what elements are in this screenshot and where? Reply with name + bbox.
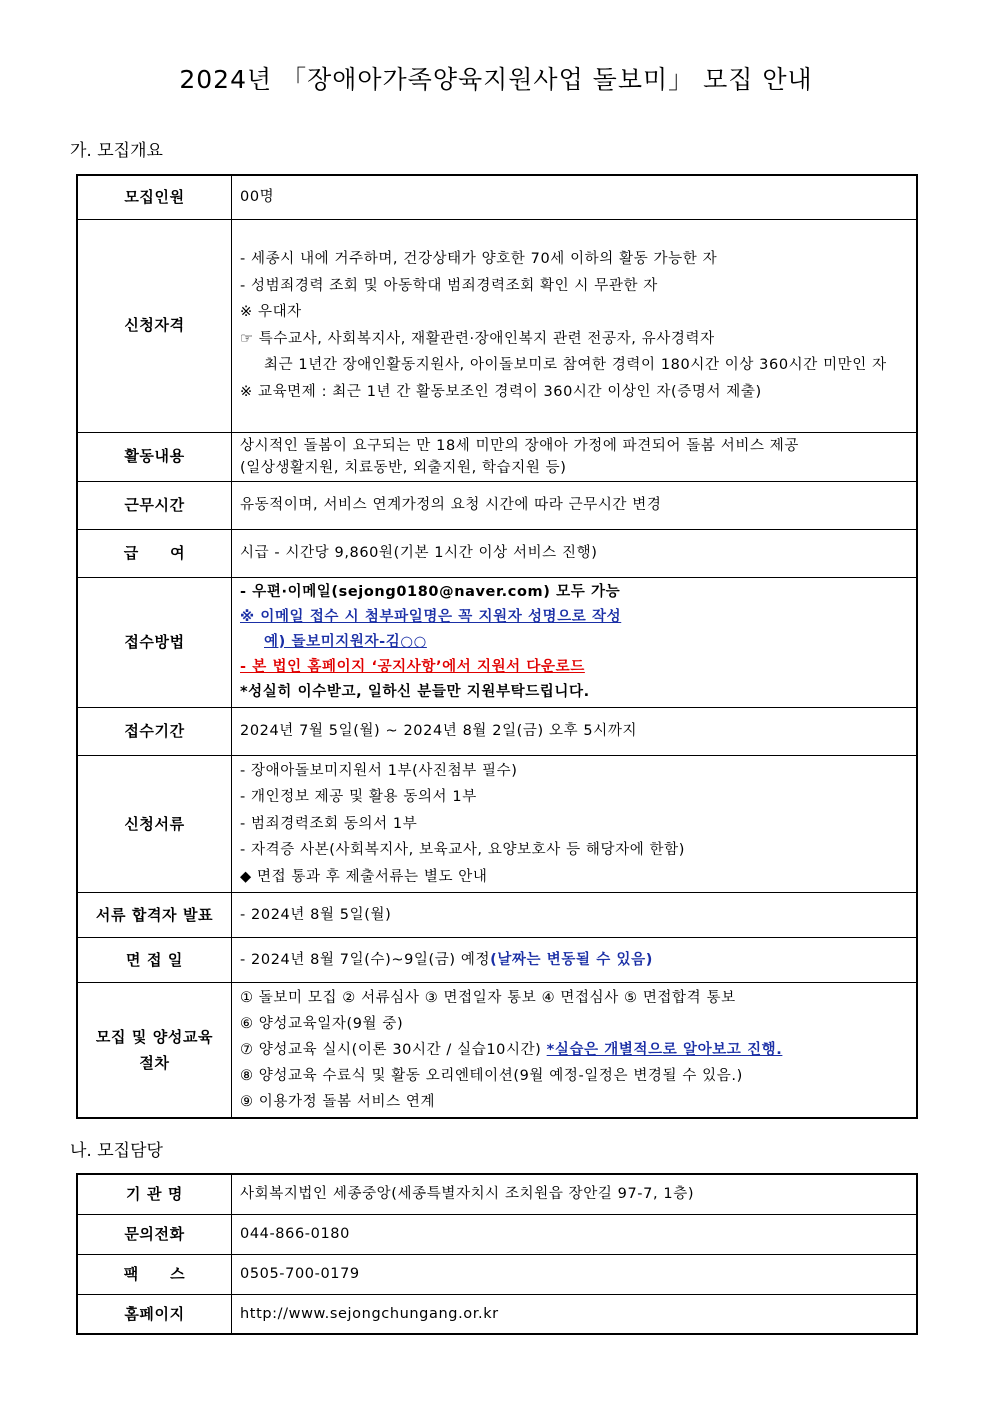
qualification-line: ☞ 특수교사, 사회복지사, 재활관련·장애인복지 관련 전공자, 유사경력자: [240, 330, 715, 347]
label-work-hours: 근무시간: [77, 481, 232, 529]
document-line: - 자격증 사본(사회복지사, 보육교사, 요양보호사 등 해당자에 한함): [240, 842, 686, 858]
method-email-example: 예) 돌보미지원자-김○○: [264, 633, 427, 650]
row-activity: [77, 432, 917, 481]
contact-table: [76, 1173, 918, 1335]
overview-table: [76, 174, 918, 1119]
method-email-note: ※ 이메일 접수 시 첨부파일명은 꼭 지원자 성명으로 작성: [240, 608, 622, 625]
method-request-note: *성실히 이수받고, 일하신 분들만 지원부탁드립니다.: [240, 683, 590, 700]
document-line: - 범죄경력조회 동의서 1부: [240, 815, 418, 832]
document-line: ◆ 면접 통과 후 제출서류는 별도 안내: [240, 868, 488, 885]
row-doc-result: [77, 893, 917, 938]
row-org: [77, 1174, 917, 1214]
label-doc-result: 서류 합격자 발표: [77, 893, 232, 938]
value-period: 2024년 7월 5일(월) ~ 2024년 8월 2일(금) 오후 5시까지: [232, 707, 918, 755]
qualification-line: - 세종시 내에 거주하며, 건강상태가 양호한 70세 이하의 활동 가능한 자: [240, 251, 718, 267]
procedure-label-line: 모집 및 양성교육: [95, 1028, 214, 1046]
value-phone: 044-866-0180: [232, 1214, 918, 1254]
label-org: 기 관 명: [77, 1174, 232, 1214]
procedure-label-line: 절차: [139, 1054, 170, 1072]
procedure-line: ⑥ 양성교육일자(9월 중): [240, 1016, 404, 1032]
procedure-line: ⑦ 양성교육 실시(이론 30시간 / 실습10시간): [240, 1042, 547, 1058]
value-documents: [232, 755, 918, 893]
procedure-line: ⑧ 양성교육 수료식 및 활동 오리엔테이션(9월 예정-일정은 변경될 수 있음.): [240, 1068, 743, 1084]
value-recruit-count: 00명: [232, 175, 918, 219]
row-fax: [77, 1254, 917, 1294]
label-interview: 면 접 일: [77, 938, 232, 983]
value-interview: [232, 938, 918, 983]
label-phone: 문의전화: [77, 1214, 232, 1254]
section-heading-contact: 나. 모집담당: [70, 1141, 163, 1161]
procedure-practice-note: *실습은 개별적으로 알아보고 진행.: [546, 1042, 783, 1058]
row-salary: [77, 529, 917, 577]
label-recruit-count: 모집인원: [77, 175, 232, 219]
value-work-hours: 유동적이며, 서비스 연계가정의 요청 시간에 따라 근무시간 변경: [232, 481, 918, 529]
interview-date: - 2024년 8월 7일(수)~9일(금) 예정: [240, 951, 491, 968]
label-qualification: 신청자격: [77, 219, 232, 432]
label-salary: 급 여: [77, 529, 232, 577]
label-procedure: [77, 983, 232, 1119]
value-activity: [232, 432, 918, 481]
value-doc-result: - 2024년 8월 5일(월): [232, 893, 918, 938]
interview-note: (날짜는 변동될 수 있음): [490, 951, 653, 968]
procedure-line: ① 돌보미 모집 ② 서류심사 ③ 면접일자 통보 ④ 면접심사 ⑤ 면접합격 통보: [240, 990, 736, 1006]
qualification-experience-line: 최근 1년간 장애인활동지원사, 아이돌보미로 참여한 경력이 180시간 이상 360시간 미만인 자: [264, 357, 887, 373]
row-qualification: [77, 219, 917, 432]
value-fax: 0505-700-0179: [232, 1254, 918, 1294]
row-work-hours: [77, 481, 917, 529]
label-fax: 팩 스: [77, 1254, 232, 1294]
activity-line: (일상생활지원, 치료동반, 외출지원, 학습지원 등): [240, 459, 567, 476]
value-qualification: [232, 219, 918, 432]
method-homepage-download: - 본 법인 홈페이지 ‘공지사항’에서 지원서 다운로드: [240, 658, 585, 675]
value-org: 사회복지법인 세종중앙(세종특별자치시 조치원읍 장안길 97-7, 1층): [232, 1174, 918, 1214]
row-phone: [77, 1214, 917, 1254]
label-period: 접수기간: [77, 707, 232, 755]
document-line: - 장애아돌보미지원서 1부(사진첨부 필수): [240, 762, 518, 779]
activity-line: 상시적인 돌봄이 요구되는 만 18세 미만의 장애아 가정에 파견되어 돌봄 서비스 제공: [240, 437, 799, 454]
value-application-method: [232, 577, 918, 707]
qualification-line: - 성범죄경력 조회 및 아동학대 범죄경력조회 확인 시 무관한 자: [240, 277, 658, 294]
row-application-method: [77, 577, 917, 707]
row-homepage: [77, 1294, 917, 1334]
page-title: 2024년 「장애아가족양육지원사업 돌보미」 모집 안내: [179, 65, 813, 94]
qualification-exemption-line: ※ 교육면제 : 최근 1년 간 활동보조인 경력이 360시간 이상인 자(증명서 제출): [240, 383, 762, 400]
qualification-line: ※ 우대자: [240, 304, 302, 320]
value-salary: 시급 - 시간당 9,860원(기본 1시간 이상 서비스 진행): [232, 529, 918, 577]
row-recruit-count: [77, 175, 917, 219]
label-activity: 활동내용: [77, 432, 232, 481]
row-interview: [77, 938, 917, 983]
label-application-method: 접수방법: [77, 577, 232, 707]
section-heading-overview: 가. 모집개요: [70, 141, 163, 161]
label-homepage: 홈페이지: [77, 1294, 232, 1334]
label-documents: 신청서류: [77, 755, 232, 893]
value-homepage[interactable]: http://www.sejongchungang.or.kr: [232, 1294, 918, 1334]
method-post-email: - 우편·이메일(sejong0180@naver.com) 모두 가능: [240, 583, 621, 600]
row-period: [77, 707, 917, 755]
procedure-line: ⑨ 이용가정 돌봄 서비스 연계: [240, 1094, 436, 1110]
row-documents: [77, 755, 917, 893]
value-procedure: [232, 983, 918, 1119]
row-procedure: [77, 983, 917, 1119]
document-line: - 개인정보 제공 및 활용 동의서 1부: [240, 789, 477, 805]
